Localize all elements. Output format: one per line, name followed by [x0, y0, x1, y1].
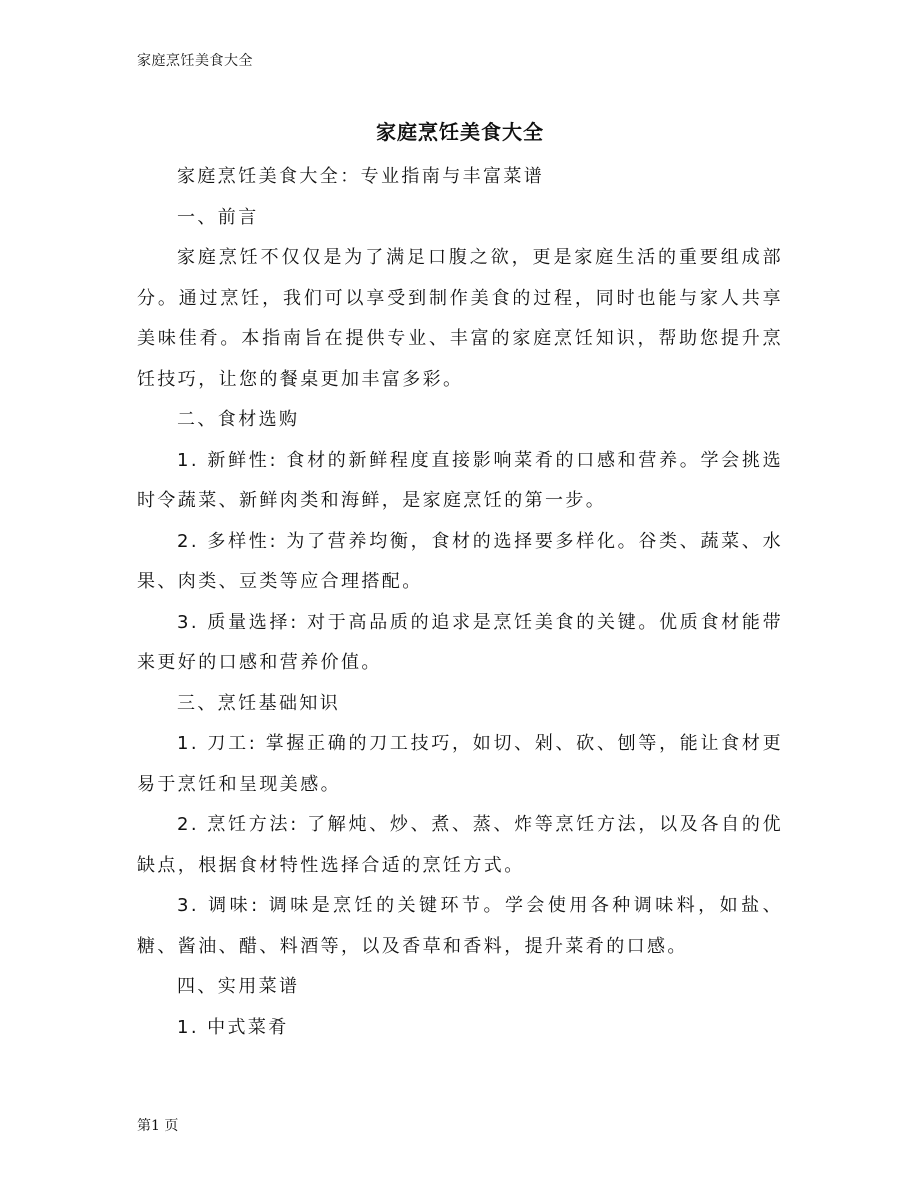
page-number: 第1 页 [137, 1118, 179, 1134]
list-item-cooking-methods: 2. 烹饪方法: 了解炖、炒、煮、蒸、炸等烹饪方法，以及各自的优缺点，根据食材特性选择合适的烹饪方式。 [137, 814, 783, 876]
list-item-variety: 2. 多样性: 为了营养均衡，食材的选择要多样化。谷类、蔬菜、水果、肉类、豆类等应合理搭配。 [137, 530, 783, 592]
list-item-seasoning: 3. 调味: 调味是烹饪的关键环节。学会使用各种调味料，如盐、糖、酱油、醋、料酒等，以及香草和香料，提升菜肴的口感。 [137, 895, 783, 957]
section-heading-ingredients: 二、食材选购 [177, 409, 300, 430]
running-header: 家庭烹饪美食大全 [137, 53, 253, 69]
section-heading-recipes: 四、实用菜谱 [177, 976, 300, 997]
list-item-freshness: 1. 新鲜性: 食材的新鲜程度直接影响菜肴的口感和营养。学会挑选时令蔬菜、新鲜肉类和海鲜，是家庭烹饪的第一步。 [137, 449, 783, 511]
list-item-chinese-dishes: 1. 中式菜肴 [177, 1016, 289, 1038]
document-title: 家庭烹饪美食大全 [376, 120, 544, 144]
list-item-knife-skills: 1. 刀工: 掌握正确的刀工技巧，如切、剁、砍、刨等，能让食材更易于烹饪和呈现美感。 [137, 733, 783, 795]
document-body [137, 157, 783, 1048]
list-item-quality: 3. 质量选择: 对于高品质的追求是烹饪美食的关键。优质食材能带来更好的口感和营养价值。 [137, 611, 783, 673]
section-heading-preface: 一、前言 [177, 206, 259, 228]
body-paragraph: 家庭烹饪不仅仅是为了满足口腹之欲，更是家庭生活的重要组成部分。通过烹饪，我们可以享受到制作美食的过程，同时也能与家人共享美味佳肴。本指南旨在提供专业、丰富的家庭烹饪知识，帮助您提升烹饪技巧，让您的餐桌更加丰富多彩。 [137, 247, 783, 390]
section-heading-basics: 三、烹饪基础知识 [177, 692, 341, 714]
subtitle-paragraph: 家庭烹饪美食大全：专业指南与丰富菜谱 [177, 166, 545, 187]
